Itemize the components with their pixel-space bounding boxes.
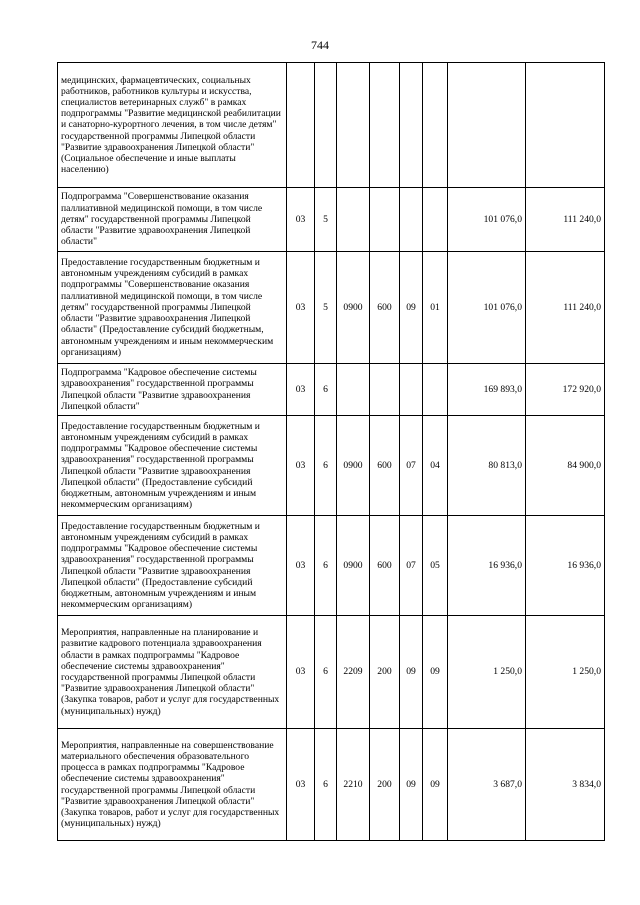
amount-year-2: 172 920,0 (526, 364, 605, 416)
subsection-code: 09 (423, 616, 448, 729)
page-number: 744 (311, 38, 329, 52)
target-item-code (337, 63, 370, 188)
section-code: 07 (400, 416, 423, 516)
program-code: 03 (287, 616, 315, 729)
row-description: Предоставление государственным бюджетным и автономным учреждениям субсидий в рамках подпрограммы "Кадровое обеспечение системы здравоохранения" государственной программы Липецкой области "Развитие здравоохранения Липецкой области" (Предоставление субсидий бюджетным, автономным учреждениям и иным некоммерческим организациям) (58, 516, 287, 616)
amount-year-1: 3 687,0 (448, 729, 526, 841)
amount-year-2 (526, 63, 605, 188)
expense-type-code: 600 (370, 516, 400, 616)
expense-type-code: 600 (370, 416, 400, 516)
table-row (58, 364, 605, 416)
target-item-code (337, 188, 370, 252)
row-description: медицинских, фармацевтических, социальных работников, работников культуры и искусства, специалистов ветеринарных служб" в рамках подпрограммы "Развитие медицинской реабилитации и санаторно-курортного лечения, в том числе детям" государственной программы Липецкой области "Развитие здравоохранения Липецкой области" (Социальное обеспечение и иные выплаты населению) (58, 63, 287, 188)
subprogram-code: 5 (315, 188, 337, 252)
subsection-code (423, 364, 448, 416)
target-item-code: 0900 (337, 252, 370, 364)
row-description: Подпрограмма "Совершенствование оказания паллиативной медицинской помощи, в том числе детям" государственной программы Липецкой области "Развитие здравоохранения Липецкой области" (58, 188, 287, 252)
section-code: 09 (400, 616, 423, 729)
subprogram-code: 5 (315, 252, 337, 364)
subsection-code: 01 (423, 252, 448, 364)
row-description: Подпрограмма "Кадровое обеспечение системы здравоохранения" государственной программы Липецкой области "Развитие здравоохранения Липецкой области" (58, 364, 287, 416)
amount-year-1: 101 076,0 (448, 252, 526, 364)
expense-type-code: 200 (370, 616, 400, 729)
amount-year-2: 111 240,0 (526, 188, 605, 252)
expense-type-code: 600 (370, 252, 400, 364)
section-code (400, 63, 423, 188)
amount-year-1: 101 076,0 (448, 188, 526, 252)
subprogram-code: 6 (315, 364, 337, 416)
target-item-code: 0900 (337, 416, 370, 516)
amount-year-2: 3 834,0 (526, 729, 605, 841)
table-row (58, 63, 605, 188)
expense-type-code (370, 364, 400, 416)
amount-year-1: 1 250,0 (448, 616, 526, 729)
subsection-code (423, 188, 448, 252)
row-description: Мероприятия, направленные на совершенствование материального обеспечения образовательного процесса в рамках подпрограммы "Кадровое обеспечение системы здравоохранения" государственной программы Липецкой области "Развитие здравоохранения Липецкой области" (Закупка товаров, работ и услуг для государственных (муниципальных) нужд) (58, 729, 287, 841)
section-code (400, 188, 423, 252)
target-item-code: 0900 (337, 516, 370, 616)
amount-year-1: 80 813,0 (448, 416, 526, 516)
row-description: Предоставление государственным бюджетным и автономным учреждениям субсидий в рамках подпрограммы "Совершенствование оказания паллиативной медицинской помощи, в том числе детям" государственной программы Липецкой области "Развитие здравоохранения Липецкой области" (Предоставление субсидий бюджетным, автономным учреждениям и иным некоммерческим организациям) (58, 252, 287, 364)
program-code: 03 (287, 516, 315, 616)
subsection-code: 05 (423, 516, 448, 616)
amount-year-2: 111 240,0 (526, 252, 605, 364)
table-row (58, 416, 605, 516)
program-code: 03 (287, 416, 315, 516)
table-row (58, 252, 605, 364)
program-code: 03 (287, 364, 315, 416)
subsection-code: 09 (423, 729, 448, 841)
target-item-code: 2210 (337, 729, 370, 841)
table-row (58, 729, 605, 841)
subsection-code (423, 63, 448, 188)
budget-table (57, 62, 605, 841)
section-code: 07 (400, 516, 423, 616)
program-code: 03 (287, 729, 315, 841)
amount-year-1: 16 936,0 (448, 516, 526, 616)
target-item-code (337, 364, 370, 416)
table-row (58, 516, 605, 616)
section-code: 09 (400, 252, 423, 364)
table-row (58, 616, 605, 729)
amount-year-2: 84 900,0 (526, 416, 605, 516)
row-description: Мероприятия, направленные на планирование и развитие кадрового потенциала здравоохранения области в рамках подпрограммы "Кадровое обеспечение системы здравоохранения" государственной программы Липецкой области "Развитие здравоохранения Липецкой области" (Закупка товаров, работ и услуг для государственных (муниципальных) нужд) (58, 616, 287, 729)
amount-year-2: 1 250,0 (526, 616, 605, 729)
amount-year-2: 16 936,0 (526, 516, 605, 616)
program-code (287, 63, 315, 188)
expense-type-code (370, 188, 400, 252)
subprogram-code: 6 (315, 416, 337, 516)
expense-type-code: 200 (370, 729, 400, 841)
expense-type-code (370, 63, 400, 188)
target-item-code: 2209 (337, 616, 370, 729)
amount-year-1 (448, 63, 526, 188)
amount-year-1: 169 893,0 (448, 364, 526, 416)
section-code (400, 364, 423, 416)
program-code: 03 (287, 252, 315, 364)
row-description: Предоставление государственным бюджетным и автономным учреждениям субсидий в рамках подпрограммы "Кадровое обеспечение системы здравоохранения" государственной программы Липецкой области "Развитие здравоохранения Липецкой области" (Предоставление субсидий бюджетным, автономным учреждениям и иным некоммерческим организациям) (58, 416, 287, 516)
program-code: 03 (287, 188, 315, 252)
subprogram-code (315, 63, 337, 188)
table-row (58, 188, 605, 252)
section-code: 09 (400, 729, 423, 841)
subprogram-code: 6 (315, 516, 337, 616)
subprogram-code: 6 (315, 616, 337, 729)
subsection-code: 04 (423, 416, 448, 516)
subprogram-code: 6 (315, 729, 337, 841)
